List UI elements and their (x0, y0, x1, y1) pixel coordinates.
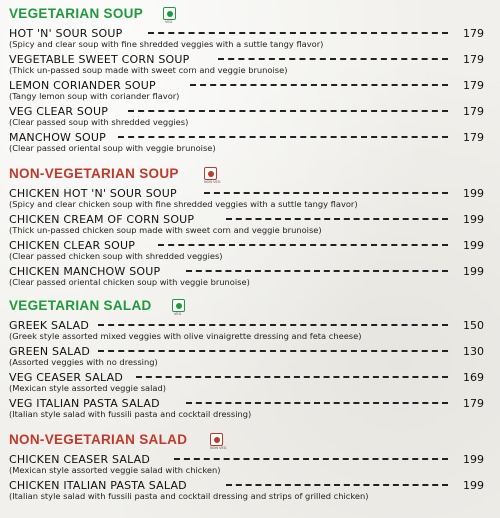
item-name: VEG CLEAR SOUP (9, 105, 109, 118)
item-description: (Greek style assorted mixed veggies with olive vinaigrette dressing and feta cheese) (9, 331, 362, 341)
item-price: 179 (463, 397, 484, 410)
item-name: VEGETABLE SWEET CORN SOUP (9, 53, 190, 66)
leader-dots (98, 324, 448, 329)
section-title: NON-VEGETARIAN SALAD (9, 432, 188, 447)
item-price: 130 (463, 345, 484, 358)
section-non-vegetarian-soup (0, 166, 500, 290)
leader-dots (158, 244, 448, 249)
veg-mark-icon (172, 299, 185, 312)
menu-item (0, 344, 500, 370)
leader-dots (226, 484, 448, 489)
item-description: (Italian style salad with fussili pasta and cocktail dressing and strips of grilled chicken) (9, 491, 369, 501)
item-price: 199 (463, 239, 484, 252)
item-name: GREEN SALAD (9, 345, 91, 358)
menu-item (0, 452, 500, 478)
item-description: (Clear passed oriental chicken soup with veggie brunoise) (9, 277, 250, 287)
veg-mark-icon (163, 7, 176, 20)
item-name: CHICKEN ITALIAN PASTA SALAD (9, 479, 187, 492)
leader-dots (186, 270, 448, 275)
menu-item (0, 238, 500, 264)
item-name: CHICKEN CLEAR SOUP (9, 239, 136, 252)
item-price: 179 (463, 131, 484, 144)
item-price: 199 (463, 453, 484, 466)
item-price: 199 (463, 479, 484, 492)
leader-dots (136, 376, 448, 381)
item-description: (Clear passed soup with shredded veggies) (9, 117, 189, 127)
non-veg-mark-caption: NON VEG (204, 180, 221, 184)
menu-item (0, 186, 500, 212)
item-price: 179 (463, 53, 484, 66)
leader-dots (186, 402, 448, 407)
item-description: (Clear passed chicken soup with shredded veggies) (9, 251, 223, 261)
item-price: 179 (463, 27, 484, 40)
menu-item (0, 212, 500, 238)
menu-item (0, 478, 500, 504)
item-description: (Mexican style assorted veggie salad with chicken) (9, 465, 221, 475)
non-veg-mark-caption: NON VEG (210, 446, 227, 450)
item-name: VEG ITALIAN PASTA SALAD (9, 397, 160, 410)
menu-item (0, 318, 500, 344)
menu-item (0, 104, 500, 130)
item-description: (Thick un-passed chicken soup made with sweet corn and veggie brunoise) (9, 225, 322, 235)
leader-dots (98, 350, 448, 355)
veg-mark-caption: VEG (165, 20, 173, 24)
item-price: 199 (463, 213, 484, 226)
section-header (0, 432, 500, 452)
item-name: CHICKEN HOT 'N' SOUR SOUP (9, 187, 177, 200)
leader-dots (226, 218, 448, 223)
item-name: MANCHOW SOUP (9, 131, 106, 144)
item-price: 199 (463, 187, 484, 200)
leader-dots (204, 192, 448, 197)
menu-item (0, 78, 500, 104)
section-title: VEGETARIAN SOUP (9, 6, 144, 21)
menu-item (0, 130, 500, 156)
leader-dots (190, 84, 448, 89)
non-veg-mark-icon (210, 433, 223, 446)
item-name: CHICKEN CEASER SALAD (9, 453, 151, 466)
item-price: 179 (463, 105, 484, 118)
section-non-vegetarian-salad (0, 432, 500, 504)
menu-item (0, 264, 500, 290)
leader-dots (118, 136, 448, 141)
item-description: (Thick un-passed soup made with sweet corn and veggie brunoise) (9, 65, 288, 75)
menu-item (0, 52, 500, 78)
item-price: 199 (463, 265, 484, 278)
menu-item (0, 370, 500, 396)
leader-dots (174, 458, 448, 463)
leader-dots (128, 110, 448, 115)
item-description: (Spicy and clear chicken soup with fine shredded veggies with a suttle tangy flavor) (9, 199, 358, 209)
section-vegetarian-salad (0, 298, 500, 422)
leader-dots (218, 58, 448, 63)
item-description: (Tangy lemon soup with coriander flavor) (9, 91, 180, 101)
item-price: 179 (463, 79, 484, 92)
item-name: CHICKEN CREAM OF CORN SOUP (9, 213, 195, 226)
menu-item (0, 396, 500, 422)
menu-item (0, 26, 500, 52)
item-name: CHICKEN MANCHOW SOUP (9, 265, 161, 278)
item-name: VEG CEASER SALAD (9, 371, 124, 384)
leader-dots (148, 32, 448, 37)
item-description: (Assorted veggies with no dressing) (9, 357, 158, 367)
item-price: 169 (463, 371, 484, 384)
section-vegetarian-soup (0, 6, 500, 156)
section-header (0, 166, 500, 186)
item-description: (Clear passed oriental soup with veggie brunoise) (9, 143, 216, 153)
non-veg-mark-icon (204, 167, 217, 180)
section-header (0, 298, 500, 318)
item-description: (Italian style salad with fussili pasta and cocktail dressing) (9, 409, 252, 419)
item-description: (Spicy and clear soup with fine shredded veggies with a suttle tangy flavor) (9, 39, 324, 49)
item-price: 150 (463, 319, 484, 332)
item-name: HOT 'N' SOUR SOUP (9, 27, 123, 40)
item-description: (Mexican style assorted veggie salad) (9, 383, 167, 393)
section-title: VEGETARIAN SALAD (9, 298, 152, 313)
veg-mark-caption: VEG (174, 312, 182, 316)
item-name: GREEK SALAD (9, 319, 90, 332)
section-title: NON-VEGETARIAN SOUP (9, 166, 179, 181)
item-name: LEMON CORIANDER SOUP (9, 79, 156, 92)
section-header (0, 6, 500, 26)
